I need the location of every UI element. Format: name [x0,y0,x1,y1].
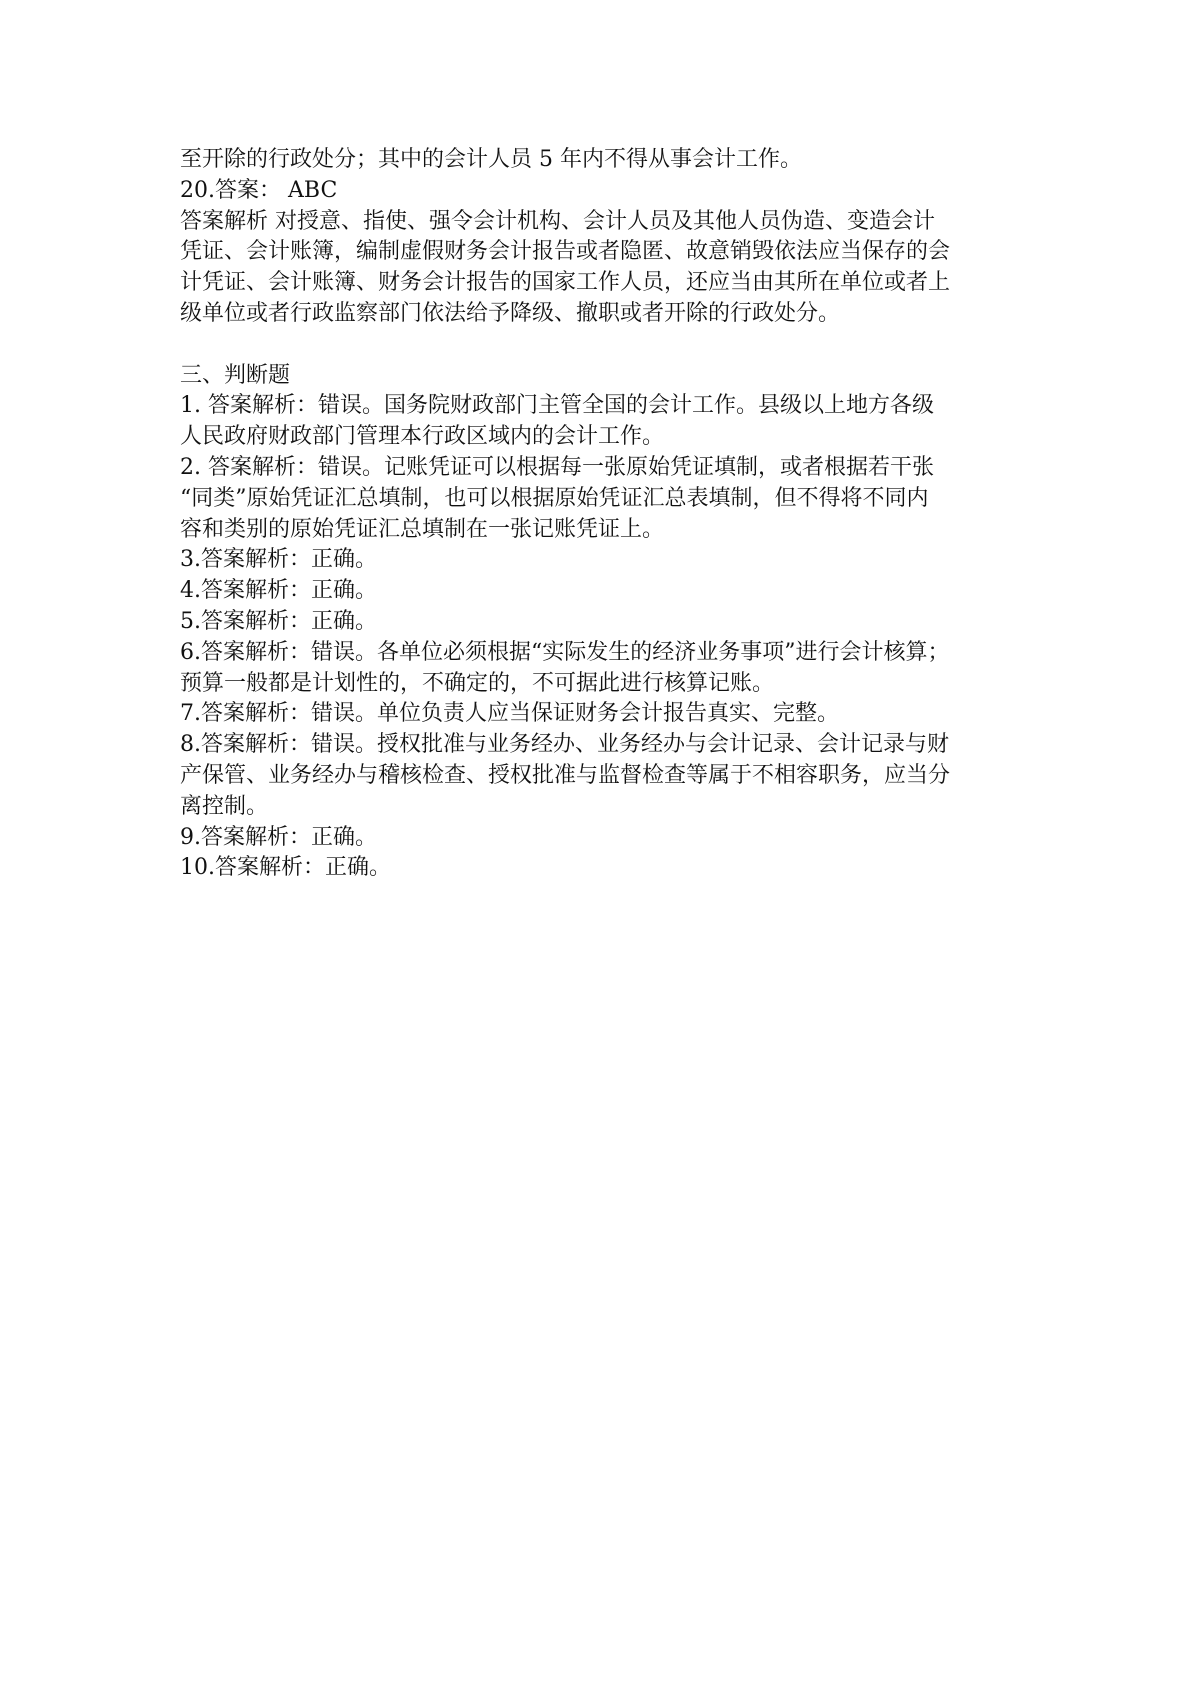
judgment-line: 9.答案解析：正确。 [180,824,377,850]
q20-analysis-line: 答案解析 对授意、指使、强令会计机构、会计人员及其他人员伪造、变造会计 [180,208,935,234]
q20-analysis-line: 凭证、会计账簿，编制虚假财务会计报告或者隐匿、故意销毁依法应当保存的会 [180,239,951,265]
judgment-line: 容和类别的原始凭证汇总填制在一张记账凭证上。 [180,516,665,542]
judgment-line: 产保管、业务经办与稽核检查、授权批准与监督检查等属于不相容职务，应当分 [180,762,951,788]
judgment-line: 3.答案解析：正确。 [180,547,377,573]
judgment-line: 5.答案解析：正确。 [180,608,377,634]
q20-analysis-line: 级单位或者行政监察部门依法给予降级、撤职或者开除的行政处分。 [180,300,841,326]
document-page [180,145,1025,884]
q20-analysis-line: 计凭证、会计账簿、财务会计报告的国家工作人员，还应当由其所在单位或者上 [180,270,951,296]
judgment-line: 预算一般都是计划性的，不确定的，不可据此进行核算记账。 [180,670,775,696]
judgment-line: 4.答案解析：正确。 [180,578,377,604]
blank-line [180,330,1025,361]
q20-answer: 20.答案： ABC [180,177,338,203]
continuation-line: 至开除的行政处分；其中的会计人员 5 年内不得从事会计工作。 [180,147,802,172]
judgment-line: 离控制。 [180,793,269,819]
judgment-line: 10.答案解析：正确。 [180,855,391,881]
judgment-line: “同类”原始凭证汇总填制，也可以根据原始凭证汇总表填制，但不得将不同内 [180,485,929,511]
judgment-line: 6.答案解析：错误。各单位必须根据“实际发生的经济业务事项”进行会计核算； [180,639,950,665]
judgment-line: 1. 答案解析：错误。国务院财政部门主管全国的会计工作。县级以上地方各级 [180,393,934,419]
judgment-line: 7.答案解析：错误。单位负责人应当保证财务会计报告真实、完整。 [180,701,839,727]
judgment-line: 人民政府财政部门管理本行政区域内的会计工作。 [180,424,665,450]
judgment-line: 8.答案解析：错误。授权批准与业务经办、业务经办与会计记录、会计记录与财 [180,732,949,758]
judgment-line: 2. 答案解析：错误。记账凭证可以根据每一张原始凭证填制，或者根据若干张 [180,454,934,480]
section-title: 三、判断题 [180,362,291,388]
